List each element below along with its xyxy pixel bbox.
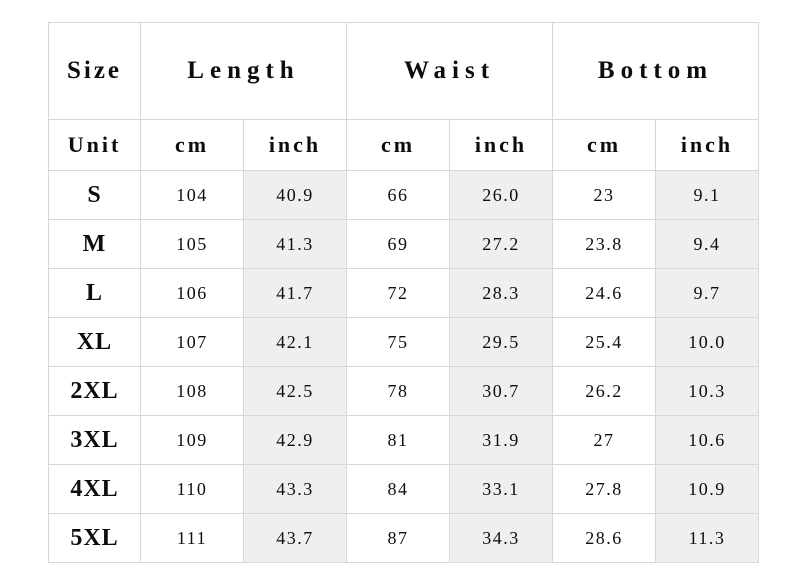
cell-length-inch: 43.7 <box>244 514 347 563</box>
cell-length-cm: 104 <box>141 171 244 220</box>
header-size: Size <box>49 23 141 120</box>
cell-bottom-cm: 26.2 <box>553 367 656 416</box>
cell-waist-cm: 75 <box>347 318 450 367</box>
cell-length-inch: 41.7 <box>244 269 347 318</box>
header-group-length: Length <box>141 23 347 120</box>
row-size-label: XL <box>49 318 141 367</box>
size-chart-table <box>48 22 759 563</box>
cell-length-inch: 42.5 <box>244 367 347 416</box>
header-group-bottom: Bottom <box>553 23 759 120</box>
table-row <box>49 269 759 318</box>
header-group-waist: Waist <box>347 23 553 120</box>
cell-length-inch: 42.9 <box>244 416 347 465</box>
cell-waist-inch: 33.1 <box>450 465 553 514</box>
table-row <box>49 220 759 269</box>
cell-bottom-inch: 9.7 <box>656 269 759 318</box>
cell-bottom-cm: 23.8 <box>553 220 656 269</box>
row-size-label: M <box>49 220 141 269</box>
cell-bottom-inch: 9.4 <box>656 220 759 269</box>
cell-length-cm: 108 <box>141 367 244 416</box>
cell-length-cm: 110 <box>141 465 244 514</box>
cell-waist-inch: 30.7 <box>450 367 553 416</box>
cell-length-cm: 111 <box>141 514 244 563</box>
cell-bottom-cm: 27 <box>553 416 656 465</box>
cell-bottom-inch: 10.0 <box>656 318 759 367</box>
unit-waist-cm: cm <box>347 120 450 171</box>
unit-bottom-cm: cm <box>553 120 656 171</box>
cell-waist-inch: 27.2 <box>450 220 553 269</box>
cell-bottom-cm: 23 <box>553 171 656 220</box>
header-unit: Unit <box>49 120 141 171</box>
row-size-label: L <box>49 269 141 318</box>
cell-bottom-inch: 9.1 <box>656 171 759 220</box>
row-size-label: S <box>49 171 141 220</box>
size-table-container <box>48 22 754 563</box>
cell-length-inch: 42.1 <box>244 318 347 367</box>
table-row <box>49 171 759 220</box>
unit-length-inch: inch <box>244 120 347 171</box>
table-row <box>49 367 759 416</box>
row-size-label: 2XL <box>49 367 141 416</box>
cell-bottom-inch: 10.6 <box>656 416 759 465</box>
cell-waist-inch: 29.5 <box>450 318 553 367</box>
cell-waist-cm: 84 <box>347 465 450 514</box>
table-row <box>49 318 759 367</box>
cell-bottom-inch: 11.3 <box>656 514 759 563</box>
unit-header-row <box>49 120 759 171</box>
cell-waist-cm: 87 <box>347 514 450 563</box>
cell-waist-inch: 34.3 <box>450 514 553 563</box>
cell-waist-cm: 81 <box>347 416 450 465</box>
cell-length-inch: 40.9 <box>244 171 347 220</box>
cell-waist-cm: 78 <box>347 367 450 416</box>
cell-bottom-inch: 10.3 <box>656 367 759 416</box>
table-row <box>49 514 759 563</box>
cell-length-cm: 105 <box>141 220 244 269</box>
unit-waist-inch: inch <box>450 120 553 171</box>
table-row <box>49 416 759 465</box>
row-size-label: 4XL <box>49 465 141 514</box>
row-size-label: 5XL <box>49 514 141 563</box>
cell-waist-inch: 26.0 <box>450 171 553 220</box>
cell-length-inch: 43.3 <box>244 465 347 514</box>
row-size-label: 3XL <box>49 416 141 465</box>
cell-bottom-cm: 25.4 <box>553 318 656 367</box>
cell-length-inch: 41.3 <box>244 220 347 269</box>
table-row <box>49 465 759 514</box>
cell-bottom-cm: 28.6 <box>553 514 656 563</box>
cell-bottom-cm: 24.6 <box>553 269 656 318</box>
cell-length-cm: 106 <box>141 269 244 318</box>
cell-waist-cm: 72 <box>347 269 450 318</box>
unit-bottom-inch: inch <box>656 120 759 171</box>
cell-bottom-cm: 27.8 <box>553 465 656 514</box>
cell-waist-inch: 31.9 <box>450 416 553 465</box>
cell-waist-inch: 28.3 <box>450 269 553 318</box>
cell-bottom-inch: 10.9 <box>656 465 759 514</box>
cell-waist-cm: 69 <box>347 220 450 269</box>
unit-length-cm: cm <box>141 120 244 171</box>
cell-waist-cm: 66 <box>347 171 450 220</box>
group-header-row <box>49 23 759 120</box>
cell-length-cm: 109 <box>141 416 244 465</box>
cell-length-cm: 107 <box>141 318 244 367</box>
